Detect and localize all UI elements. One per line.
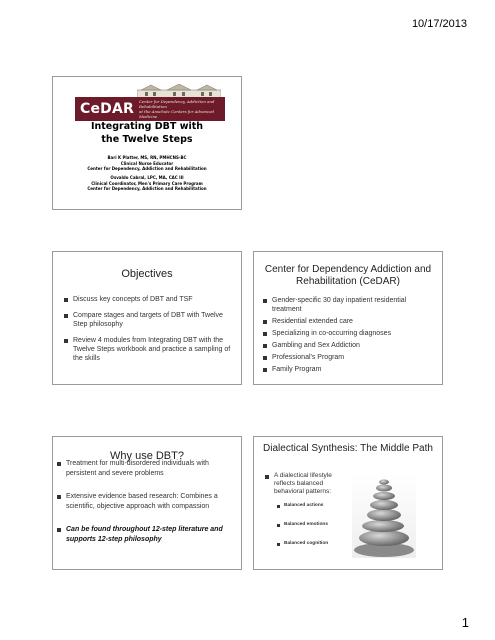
bullet-icon: [263, 332, 267, 336]
bullet-icon: [265, 475, 269, 479]
bullet-icon: [277, 505, 280, 508]
bullet-list: [56, 459, 235, 544]
bullet-icon: [57, 495, 61, 499]
list-item: Gender-specific 30 day inpatient residential treatment: [262, 296, 436, 314]
logo-line-1: Center for Dependency, Addiction and Rehabilitation: [139, 98, 215, 109]
list-item: Treatment for multi-disordered individuals with persistent and severe problems: [56, 459, 235, 478]
list-item: Family Program: [262, 365, 436, 374]
list-item: Balanced actions: [276, 503, 346, 509]
list-item: Review 4 modules from Integrating DBT with the Twelve Steps workbook and practice a sampling of the skills: [63, 336, 231, 363]
list-item: A dialectical lifestyle reflects balanced behavioral patterns:: [264, 472, 352, 496]
slide-heading: Objectives: [121, 268, 173, 280]
slide-title-heading: Integrating DBT with the Twelve Steps: [90, 121, 204, 145]
cedar-logo: [75, 84, 225, 122]
bullet-icon: [57, 462, 61, 466]
list-item: Residential extended care: [262, 317, 436, 326]
bullet-icon: [64, 298, 68, 302]
list-item: Balanced cognition: [276, 541, 346, 547]
bullet-icon: [263, 299, 267, 303]
print-date: 10/17/2013: [411, 18, 467, 30]
slide-cedar: [253, 251, 443, 385]
slide-dialectical-synthesis: [253, 436, 443, 570]
bullet-list: [63, 295, 231, 370]
list-item: Balanced emotions: [276, 522, 346, 528]
list-item: Gambling and Sex Addiction: [262, 341, 436, 350]
slide-objectives: [52, 251, 242, 385]
list-item: Specializing in co-occurring diagnoses: [262, 329, 436, 338]
bullet-icon: [277, 524, 280, 527]
list-item: Professional's Program: [262, 353, 436, 362]
logo-line-2: at the Anschutz Centers for Advanced Medicine: [139, 109, 215, 120]
logo-wordmark: CeDAR: [80, 101, 135, 117]
list-item: Discuss key concepts of DBT and TSF: [63, 295, 231, 304]
slide-heading: Center for Dependency Addiction and Rehabilitation (CeDAR): [264, 264, 432, 287]
list-item: Compare stages and targets of DBT with Twelve Step philosophy: [63, 311, 231, 329]
slide-heading: Why use DBT?: [110, 450, 184, 462]
bullet-icon: [263, 344, 267, 348]
bullet-icon: [64, 314, 68, 318]
stacked-stones-image: [352, 474, 416, 558]
sub-bullet-list: [276, 503, 346, 560]
bullet-icon: [57, 528, 61, 532]
bullet-icon: [263, 356, 267, 360]
bullet-icon: [263, 320, 267, 324]
presenter-1: Bari K Platter, MS, RN, PMHCNS-BC Clinical Nurse Educator Center for Dependency, Addiction and Rehabilitation: [87, 155, 207, 172]
bullet-icon: [263, 368, 267, 372]
slide-heading: Dialectical Synthesis: The Middle Path: [263, 443, 433, 454]
bullet-icon: [64, 339, 68, 343]
bullet-list: [264, 472, 352, 496]
slide-title: [52, 76, 242, 210]
list-item: Can be found throughout 12-step literature and supports 12-step philosophy: [56, 525, 235, 544]
presenter-2: Osvaldo Cabral, LPC, MA, CAC III Clinical Coordinator, Men's Primary Care Program Center for Dependency, Addiction and Rehabilitation: [87, 175, 207, 192]
slide-why-dbt: [52, 436, 242, 570]
list-item: Extensive evidence based research: Combines a scientific, objective approach with compassion: [56, 492, 235, 511]
page-number: 1: [461, 615, 469, 630]
bullet-icon: [277, 543, 280, 546]
bullet-list: [262, 296, 436, 377]
